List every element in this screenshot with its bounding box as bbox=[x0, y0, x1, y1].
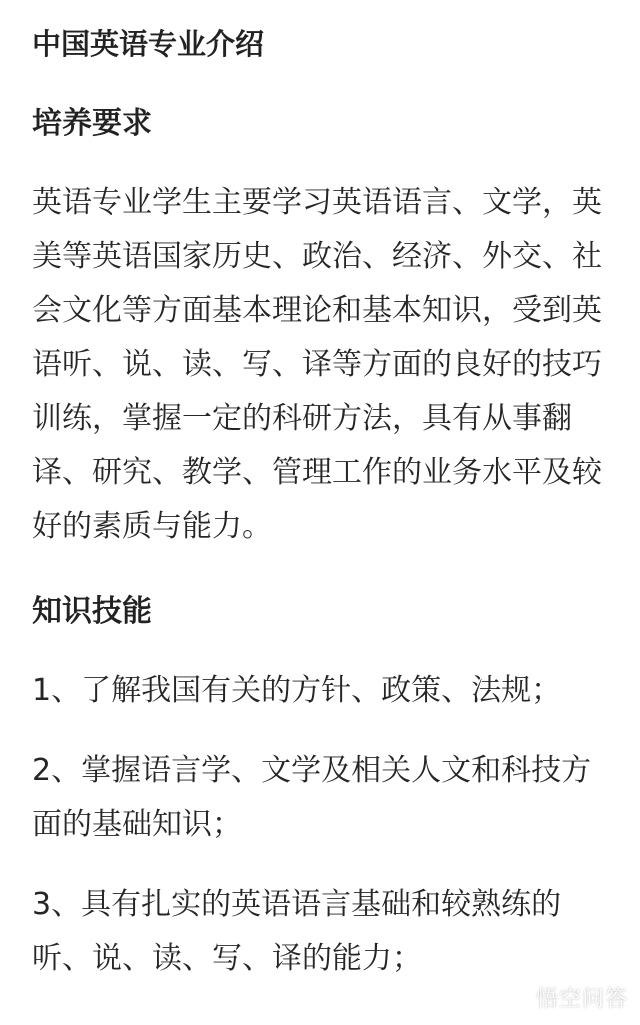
document-title: 中国英语专业介绍 bbox=[32, 27, 265, 61]
section-heading-training: 培养要求 bbox=[32, 106, 152, 141]
section-heading-skills: 知识技能 bbox=[32, 594, 152, 629]
watermark-text: 悟空问答 bbox=[535, 987, 628, 1012]
list-item: 1、了解我国有关的方针、政策、法规； bbox=[32, 673, 562, 708]
list-item: 3、具有扎实的英语语言基础和较熟练的听、说、读、写、译的能力； bbox=[32, 887, 562, 976]
section-body-training: 英语专业学生主要学习英语语言、文学，英美等英语国家历史、政治、经济、外交、社会文化等方面基本理论和基本知识，受到英语听、说、读、写、译等方面的良好的技巧训练，掌握一定的科研方法，具有从事翻译、研究、教学、管理工作的业务水平及较好的素质与能力。 bbox=[32, 185, 602, 544]
list-item: 2、掌握语言学、文学及相关人文和科技方面的基础知识； bbox=[32, 753, 592, 842]
watermark bbox=[500, 982, 628, 1013]
wukong-logo-icon bbox=[500, 983, 530, 1013]
